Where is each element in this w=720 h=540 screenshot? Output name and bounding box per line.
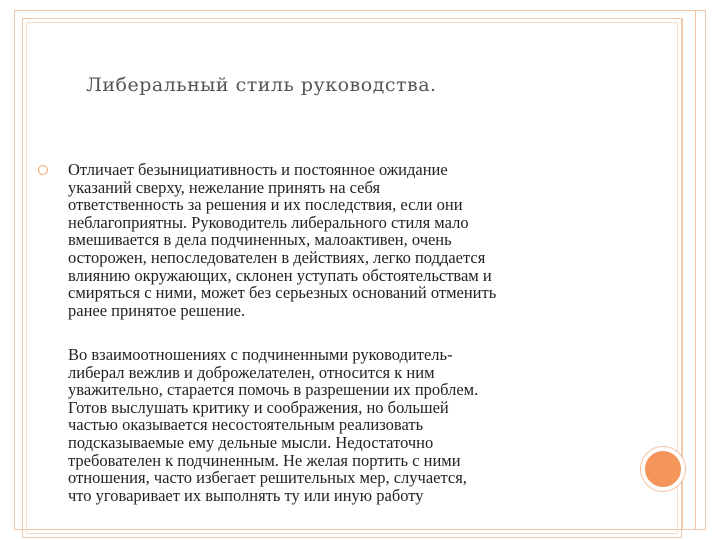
body-paragraph-1: Отличает безынициативность и постоянное ожидание указаний сверху, нежелание принять на себя ответственность за решения и их последствия, если они неблагоприятны. Руководитель либерального стиля мало вмешивается в дела подчиненных, малоактивен, очень осторожен, непоследователен в действиях, легко поддается влиянию окружающих, склонен уступать обстоятельствам и смиряться с ними, может без серьезных оснований отменить ранее принятое решение. [68, 160, 497, 320]
decorative-circle-icon [641, 447, 685, 491]
slide-title: Либеральный стиль руководства. [86, 74, 437, 96]
slide-right-band [682, 18, 706, 530]
body-paragraph-2: Во взаимоотношениях с подчиненными руководитель- либерал вежлив и доброжелателен, относится к ним уважительно, старается помочь в разрешении их проблем. Готов выслушать критику и соображения, но большей частью оказывается несостоятельным реализовать подсказываемые ему дельные мысли. Недостаточно требователен к подчиненным. Не желая портить с ними отношения, часто избегает решительных мер, случается, что уговаривает их выполнять ту или иную работу [68, 345, 479, 505]
bullet-icon [38, 165, 48, 175]
slide-right-divider [695, 10, 696, 530]
